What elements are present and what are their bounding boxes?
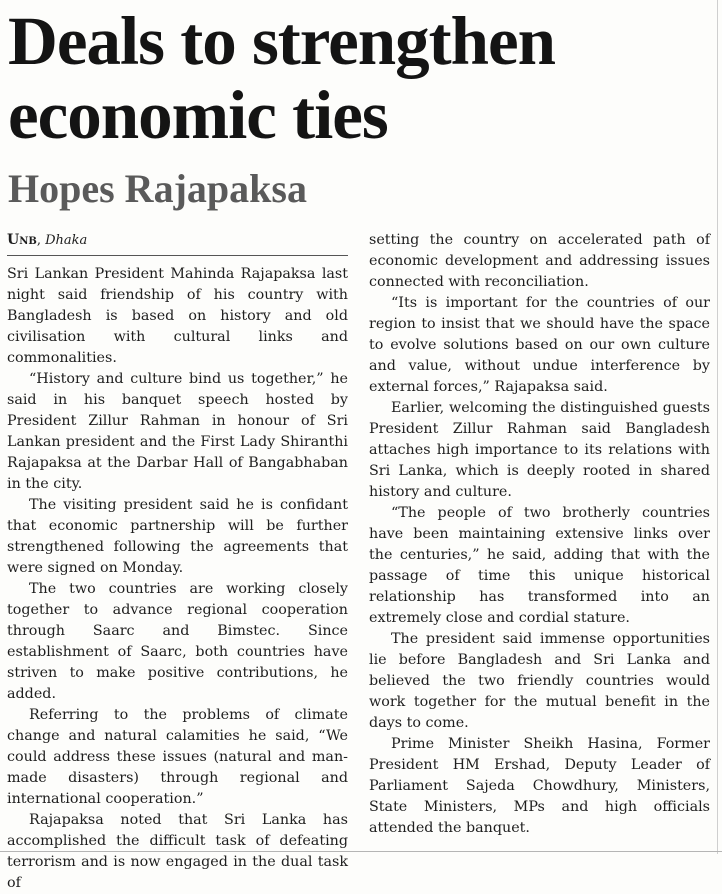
column-rule bbox=[717, 0, 718, 854]
paragraph: setting the country on accelerated path of economic development and addressing issues connected with reconciliation. bbox=[369, 232, 710, 290]
paragraph: Earlier, welcoming the distinguished guests President Zillur Rahman said Bangladesh attaches high importance to its relations with Sri Lanka, which is deeply rooted in shared history and culture. bbox=[369, 400, 710, 500]
paragraph: “History and culture bind us together,” he said in his banquet speech hosted by President Zillur Rahman in honour of Sri Lankan president and the First Lady Shiranthi Rajapaksa at the Darbar Hall of Bangabhaban in the city. bbox=[7, 371, 348, 492]
headline: Deals to strengthen economic ties bbox=[8, 3, 556, 153]
byline-agency: Unb bbox=[7, 232, 37, 248]
byline: Unb, Dhaka bbox=[7, 230, 348, 256]
paragraph: The two countries are working closely together to advance regional cooperation through Saarc and Bimstec. Since establishment of Saarc, both countries have striven to make positive contributions, he added. bbox=[7, 581, 348, 702]
subheadline: Hopes Rajapaksa bbox=[8, 166, 307, 211]
byline-place: Dhaka bbox=[45, 233, 88, 248]
bottom-rule bbox=[0, 851, 722, 852]
paragraph: “Its is important for the countries of our region to insist that we should have the space to evolve solutions based on our own culture and value, without undue interference by external forces,” Rajapaksa said. bbox=[369, 295, 710, 395]
paragraph: Sri Lankan President Mahinda Rajapaksa last night said friendship of his country with Bangladesh is based on history and old civilisation with cultural links and commonalities. bbox=[7, 266, 348, 366]
paragraph: “The people of two brotherly countries have been maintaining extensive links over the centuries,” he said, adding that with the passage of time this unique historical relationship has transformed into an extremely close and cordial stature. bbox=[369, 505, 710, 626]
article-column-right bbox=[369, 230, 710, 839]
paragraph: Referring to the problems of climate change and natural calamities he said, “We could address these issues (natural and man-made disasters) through regional and international cooperation.” bbox=[7, 707, 348, 807]
paragraph: Prime Minister Sheikh Hasina, Former President HM Ershad, Deputy Leader of Parliament Sajeda Chowdhury, Ministers, State Ministers, MPs and high officials attended the banquet. bbox=[369, 736, 710, 836]
paragraph: The president said immense opportunities lie before Bangladesh and Sri Lanka and believed the two friendly countries would work together for the mutual benefit in the days to come. bbox=[369, 631, 710, 731]
article-column-left bbox=[7, 230, 348, 894]
paragraph: The visiting president said he is confidant that economic partnership will be further strengthened following the agreements that were signed on Monday. bbox=[7, 497, 348, 576]
paragraph: Rajapaksa noted that Sri Lanka has accomplished the difficult task of defeating terrorism and is now engaged in the dual task of bbox=[7, 812, 348, 891]
